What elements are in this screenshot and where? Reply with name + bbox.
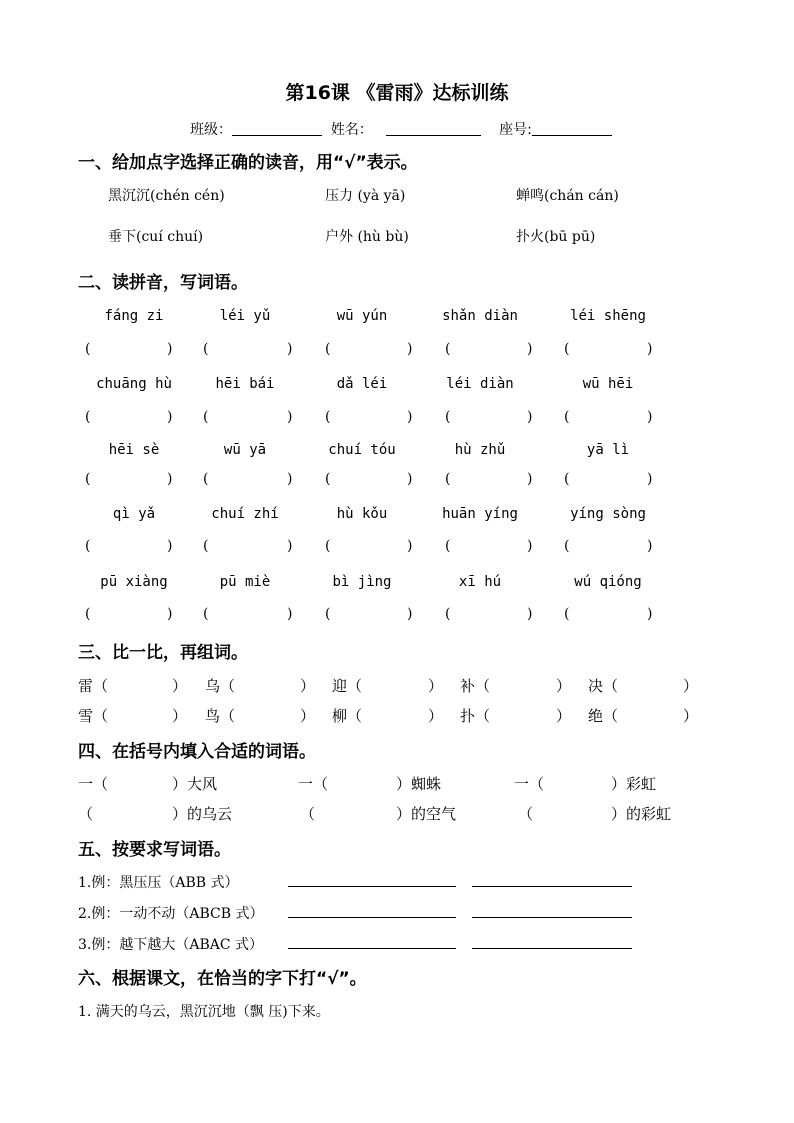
- compare-bracket-close: ）: [683, 707, 699, 725]
- answer-bracket-open[interactable]: (: [325, 409, 331, 425]
- pinyin-label: dǎ léi: [336, 376, 388, 392]
- answer-bracket-close: ): [647, 341, 653, 357]
- answer-bracket-close: ): [407, 606, 413, 622]
- answer-line[interactable]: [288, 948, 456, 949]
- answer-bracket-close: ): [287, 538, 293, 554]
- answer-bracket-open[interactable]: (: [85, 606, 91, 622]
- answer-bracket-close: ): [527, 606, 533, 622]
- answer-bracket-open[interactable]: (: [203, 341, 209, 357]
- answer-bracket-open[interactable]: (: [203, 538, 209, 554]
- pinyin-label: xī hú: [458, 574, 502, 590]
- fill-blank-open[interactable]: （: [78, 805, 94, 823]
- answer-bracket-close: ): [167, 409, 173, 425]
- section-4-heading: 四、在括号内填入合适的词语。: [78, 742, 316, 762]
- compare-bracket-close: ）: [300, 707, 316, 725]
- answer-bracket-close: ): [647, 538, 653, 554]
- answer-bracket-open[interactable]: (: [85, 538, 91, 554]
- compare-bracket-close: ）: [428, 677, 444, 695]
- compare-char[interactable]: 补（: [460, 677, 491, 695]
- answer-bracket-close: ): [407, 341, 413, 357]
- compare-bracket-close: ）: [300, 677, 316, 695]
- pronunciation-item[interactable]: 扑火(bū pū): [516, 229, 596, 245]
- pinyin-label: wū yún: [336, 308, 388, 324]
- answer-bracket-close: ): [647, 409, 653, 425]
- fill-phrase: ）大风: [172, 775, 218, 793]
- answer-bracket-open[interactable]: (: [85, 471, 91, 487]
- pinyin-label: hù kǒu: [336, 506, 388, 522]
- answer-bracket-close: ): [647, 606, 653, 622]
- fill-phrase: ）彩虹: [611, 775, 657, 793]
- answer-bracket-open[interactable]: (: [445, 409, 451, 425]
- answer-bracket-close: ): [167, 471, 173, 487]
- pronunciation-item[interactable]: 黑沉沉(chén cén): [108, 188, 225, 204]
- answer-bracket-close: ): [287, 409, 293, 425]
- answer-bracket-open[interactable]: (: [564, 409, 570, 425]
- compare-char[interactable]: 乌（: [205, 677, 236, 695]
- pronunciation-item[interactable]: 户外 (hù bù): [325, 229, 409, 245]
- answer-bracket-close: ): [527, 471, 533, 487]
- answer-bracket-close: ): [167, 538, 173, 554]
- answer-bracket-open[interactable]: (: [203, 471, 209, 487]
- fill-blank-open[interactable]: 一（: [78, 775, 109, 793]
- answer-bracket-open[interactable]: (: [564, 341, 570, 357]
- answer-bracket-close: ): [407, 409, 413, 425]
- pinyin-label: huān yíng: [442, 506, 518, 522]
- answer-bracket-open[interactable]: (: [445, 471, 451, 487]
- compare-bracket-close: ）: [683, 677, 699, 695]
- class-field[interactable]: [232, 121, 322, 136]
- answer-bracket-close: ): [287, 341, 293, 357]
- pinyin-label: wū hēi: [582, 376, 634, 392]
- answer-bracket-open[interactable]: (: [85, 409, 91, 425]
- compare-bracket-close: ）: [428, 707, 444, 725]
- fill-blank-open[interactable]: （: [518, 805, 534, 823]
- section-5-heading: 五、按要求写词语。: [78, 840, 231, 860]
- example-item: 3.例：越下越大（ABAC 式）: [78, 937, 264, 953]
- answer-line[interactable]: [472, 948, 632, 949]
- seat-field[interactable]: [532, 121, 612, 136]
- pinyin-label: pū xiàng: [100, 574, 168, 590]
- answer-bracket-open[interactable]: (: [203, 606, 209, 622]
- answer-line[interactable]: [472, 886, 632, 887]
- answer-bracket-open[interactable]: (: [564, 471, 570, 487]
- class-label: 班级：: [190, 122, 232, 138]
- compare-char[interactable]: 迎（: [332, 677, 363, 695]
- pinyin-label: pū miè: [219, 574, 271, 590]
- answer-bracket-open[interactable]: (: [325, 341, 331, 357]
- compare-bracket-close: ）: [556, 707, 572, 725]
- answer-bracket-open[interactable]: (: [564, 538, 570, 554]
- name-field[interactable]: [386, 121, 481, 136]
- answer-bracket-open[interactable]: (: [325, 538, 331, 554]
- compare-bracket-close: ）: [172, 677, 188, 695]
- compare-char[interactable]: 雷（: [78, 677, 109, 695]
- fill-blank-open[interactable]: 一（: [514, 775, 545, 793]
- answer-bracket-close: ): [527, 341, 533, 357]
- pronunciation-item[interactable]: 蝉鸣(chán cán): [516, 188, 619, 204]
- compare-char[interactable]: 鸟（: [205, 707, 236, 725]
- answer-bracket-open[interactable]: (: [445, 606, 451, 622]
- compare-char[interactable]: 扑（: [460, 707, 491, 725]
- fill-blank-open[interactable]: 一（: [298, 775, 329, 793]
- answer-bracket-open[interactable]: (: [445, 538, 451, 554]
- answer-bracket-close: ): [647, 471, 653, 487]
- pinyin-label: fáng zi: [104, 308, 164, 324]
- section-1-heading: 一、给加点字选择正确的读音，用“√”表示。: [78, 153, 418, 173]
- compare-bracket-close: ）: [556, 677, 572, 695]
- fill-phrase: ）的空气: [396, 805, 457, 823]
- answer-bracket-close: ): [527, 538, 533, 554]
- student-info-line: [190, 119, 612, 139]
- compare-char[interactable]: 决（: [588, 677, 619, 695]
- pinyin-label: léi shēng: [570, 308, 646, 324]
- answer-bracket-close: ): [407, 471, 413, 487]
- fill-blank-open[interactable]: （: [300, 805, 316, 823]
- pinyin-label: léi diàn: [446, 376, 514, 392]
- section-6-heading: 六、根据课文，在恰当的字下打“√”。: [78, 969, 367, 989]
- answer-bracket-close: ): [167, 606, 173, 622]
- fill-phrase: ）蜘蛛: [396, 775, 442, 793]
- answer-line[interactable]: [288, 917, 456, 918]
- answer-bracket-close: ): [527, 409, 533, 425]
- answer-line[interactable]: [288, 886, 456, 887]
- pinyin-label: chuí zhí: [211, 506, 279, 522]
- answer-bracket-open[interactable]: (: [325, 471, 331, 487]
- pinyin-label: qì yǎ: [112, 506, 156, 522]
- pinyin-label: hēi sè: [108, 442, 160, 458]
- section-3-heading: 三、比一比，再组词。: [78, 643, 248, 663]
- answer-bracket-open[interactable]: (: [85, 341, 91, 357]
- seat-label: 座号:: [499, 122, 532, 138]
- answer-bracket-close: ): [167, 341, 173, 357]
- fill-phrase: ）的彩虹: [611, 805, 672, 823]
- answer-line[interactable]: [472, 917, 632, 918]
- pronunciation-item[interactable]: 垂下(cuí chuí): [108, 229, 204, 245]
- compare-char[interactable]: 雪（: [78, 707, 109, 725]
- answer-bracket-close: ): [287, 606, 293, 622]
- compare-char[interactable]: 柳（: [332, 707, 363, 725]
- pinyin-label: hēi bái: [215, 376, 275, 392]
- fill-phrase: ）的乌云: [172, 805, 233, 823]
- pinyin-label: yíng sòng: [570, 506, 646, 522]
- pinyin-label: shǎn diàn: [442, 308, 518, 324]
- example-item: 2.例：一动不动（ABCB 式）: [78, 906, 264, 922]
- pronunciation-item[interactable]: 压力 (yà yā): [325, 188, 406, 204]
- pinyin-label: bì jìng: [332, 574, 392, 590]
- sentence-item: 1. 满天的乌云，黑沉沉地（飘 压)下来。: [78, 1004, 330, 1020]
- answer-bracket-close: ): [407, 538, 413, 554]
- example-item: 1.例：黑压压（ABB 式）: [78, 875, 239, 891]
- pinyin-label: chuāng hù: [96, 376, 172, 392]
- answer-bracket-open[interactable]: (: [564, 606, 570, 622]
- answer-bracket-close: ): [287, 471, 293, 487]
- pinyin-label: chuí tóu: [328, 442, 396, 458]
- pinyin-label: wū yā: [223, 442, 267, 458]
- page-title: 第16课 《雷雨》达标训练: [285, 82, 509, 104]
- pinyin-label: yā lì: [586, 442, 630, 458]
- pinyin-label: léi yǔ: [219, 308, 271, 324]
- compare-bracket-close: ）: [172, 707, 188, 725]
- answer-bracket-open[interactable]: (: [445, 341, 451, 357]
- answer-bracket-open[interactable]: (: [203, 409, 209, 425]
- answer-bracket-open[interactable]: (: [325, 606, 331, 622]
- pinyin-label: wú qióng: [574, 574, 642, 590]
- pinyin-label: hù zhǔ: [454, 442, 506, 458]
- section-2-heading: 二、读拼音，写词语。: [78, 273, 248, 293]
- name-label: 姓名：: [330, 122, 373, 138]
- compare-char[interactable]: 绝（: [588, 707, 619, 725]
